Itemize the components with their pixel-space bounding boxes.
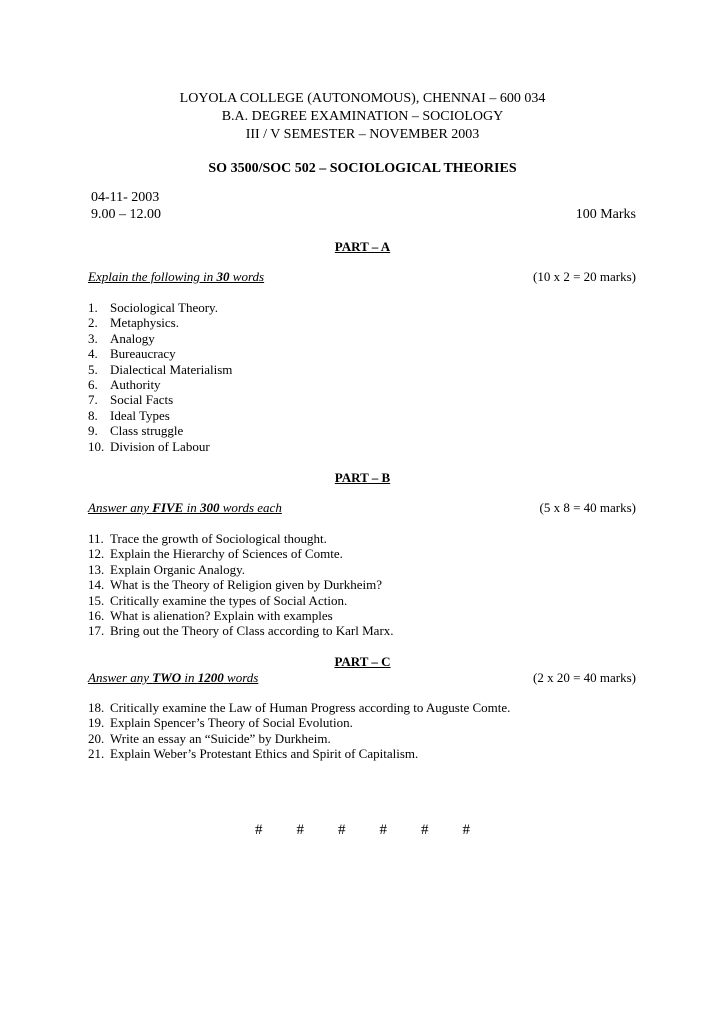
list-item: 12. Explain the Hierarchy of Sciences of Comte. <box>88 546 343 562</box>
list-item: 10. Division of Labour <box>88 438 210 454</box>
list-item: 7. Social Facts <box>88 392 174 408</box>
exam-name: B.A. DEGREE EXAMINATION – SOCIOLOGY <box>221 109 504 124</box>
list-item: 14. What is the Theory of Religion given by Durkheim? <box>88 577 382 593</box>
hash-mark: # <box>296 822 304 838</box>
college-name: LOYOLA COLLEGE (AUTONOMOUS), CHENNAI – 600 034 <box>179 91 546 106</box>
part-a-questions <box>88 300 232 454</box>
list-item: 8. Ideal Types <box>88 407 170 423</box>
part-a-marks: (10 x 2 = 20 marks) <box>532 269 636 284</box>
part-b-title: PART – B <box>334 470 391 485</box>
list-item: 18. Critically examine the Law of Human Progress according to Auguste Comte. <box>88 700 511 715</box>
part-b-marks: (5 x 8 = 40 marks) <box>539 500 636 515</box>
list-item: 16. What is alienation? Explain with examples <box>88 607 333 623</box>
list-item: 1. Sociological Theory. <box>88 300 218 315</box>
part-c-instructions: Answer any TWO in 1200 words <box>88 670 259 685</box>
exam-time: 9.00 – 12.00 <box>91 207 161 222</box>
hash-mark: # <box>255 822 263 838</box>
end-marker <box>0 822 725 839</box>
list-item: 6. Authority <box>88 376 161 392</box>
part-c-questions <box>88 700 510 762</box>
list-item: 4. Bureaucracy <box>88 346 176 362</box>
list-item: 17. Bring out the Theory of Class according to Karl Marx. <box>88 623 394 639</box>
list-item: 19. Explain Spencer’s Theory of Social Evolution. <box>88 715 353 731</box>
hash-mark: # <box>462 822 470 838</box>
course-title: SO 3500/SOC 502 – SOCIOLOGICAL THEORIES <box>208 161 517 176</box>
hash-mark: # <box>379 822 387 838</box>
list-item: 13. Explain Organic Analogy. <box>88 561 246 577</box>
part-b-questions <box>88 531 394 639</box>
list-item: 2. Metaphysics. <box>88 315 179 331</box>
list-item: 5. Dialectical Materialism <box>88 361 233 377</box>
part-b-instructions: Answer any FIVE in 300 words each <box>88 500 282 515</box>
total-marks: 100 Marks <box>575 207 636 222</box>
list-item: 9. Class struggle <box>88 423 184 439</box>
list-item: 11. Trace the growth of Sociological thought. <box>88 531 327 546</box>
list-item: 15. Critically examine the types of Social Action. <box>88 592 348 608</box>
list-item: 21. Explain Weber’s Protestant Ethics and Spirit of Capitalism. <box>88 746 419 762</box>
part-c-marks: (2 x 20 = 40 marks) <box>532 670 636 685</box>
part-a-instructions: Explain the following in 30 words <box>88 269 265 284</box>
hash-mark: # <box>421 822 429 838</box>
list-item: 3. Analogy <box>88 330 155 346</box>
part-a-title: PART – A <box>334 239 391 254</box>
hash-mark: # <box>338 822 346 838</box>
semester-line: III / V SEMESTER – NOVEMBER 2003 <box>245 127 480 142</box>
exam-date: 04-11- 2003 <box>91 190 160 205</box>
part-c-title: PART – C <box>334 654 391 669</box>
list-item: 20. Write an essay an “Suicide” by Durkheim. <box>88 730 331 746</box>
